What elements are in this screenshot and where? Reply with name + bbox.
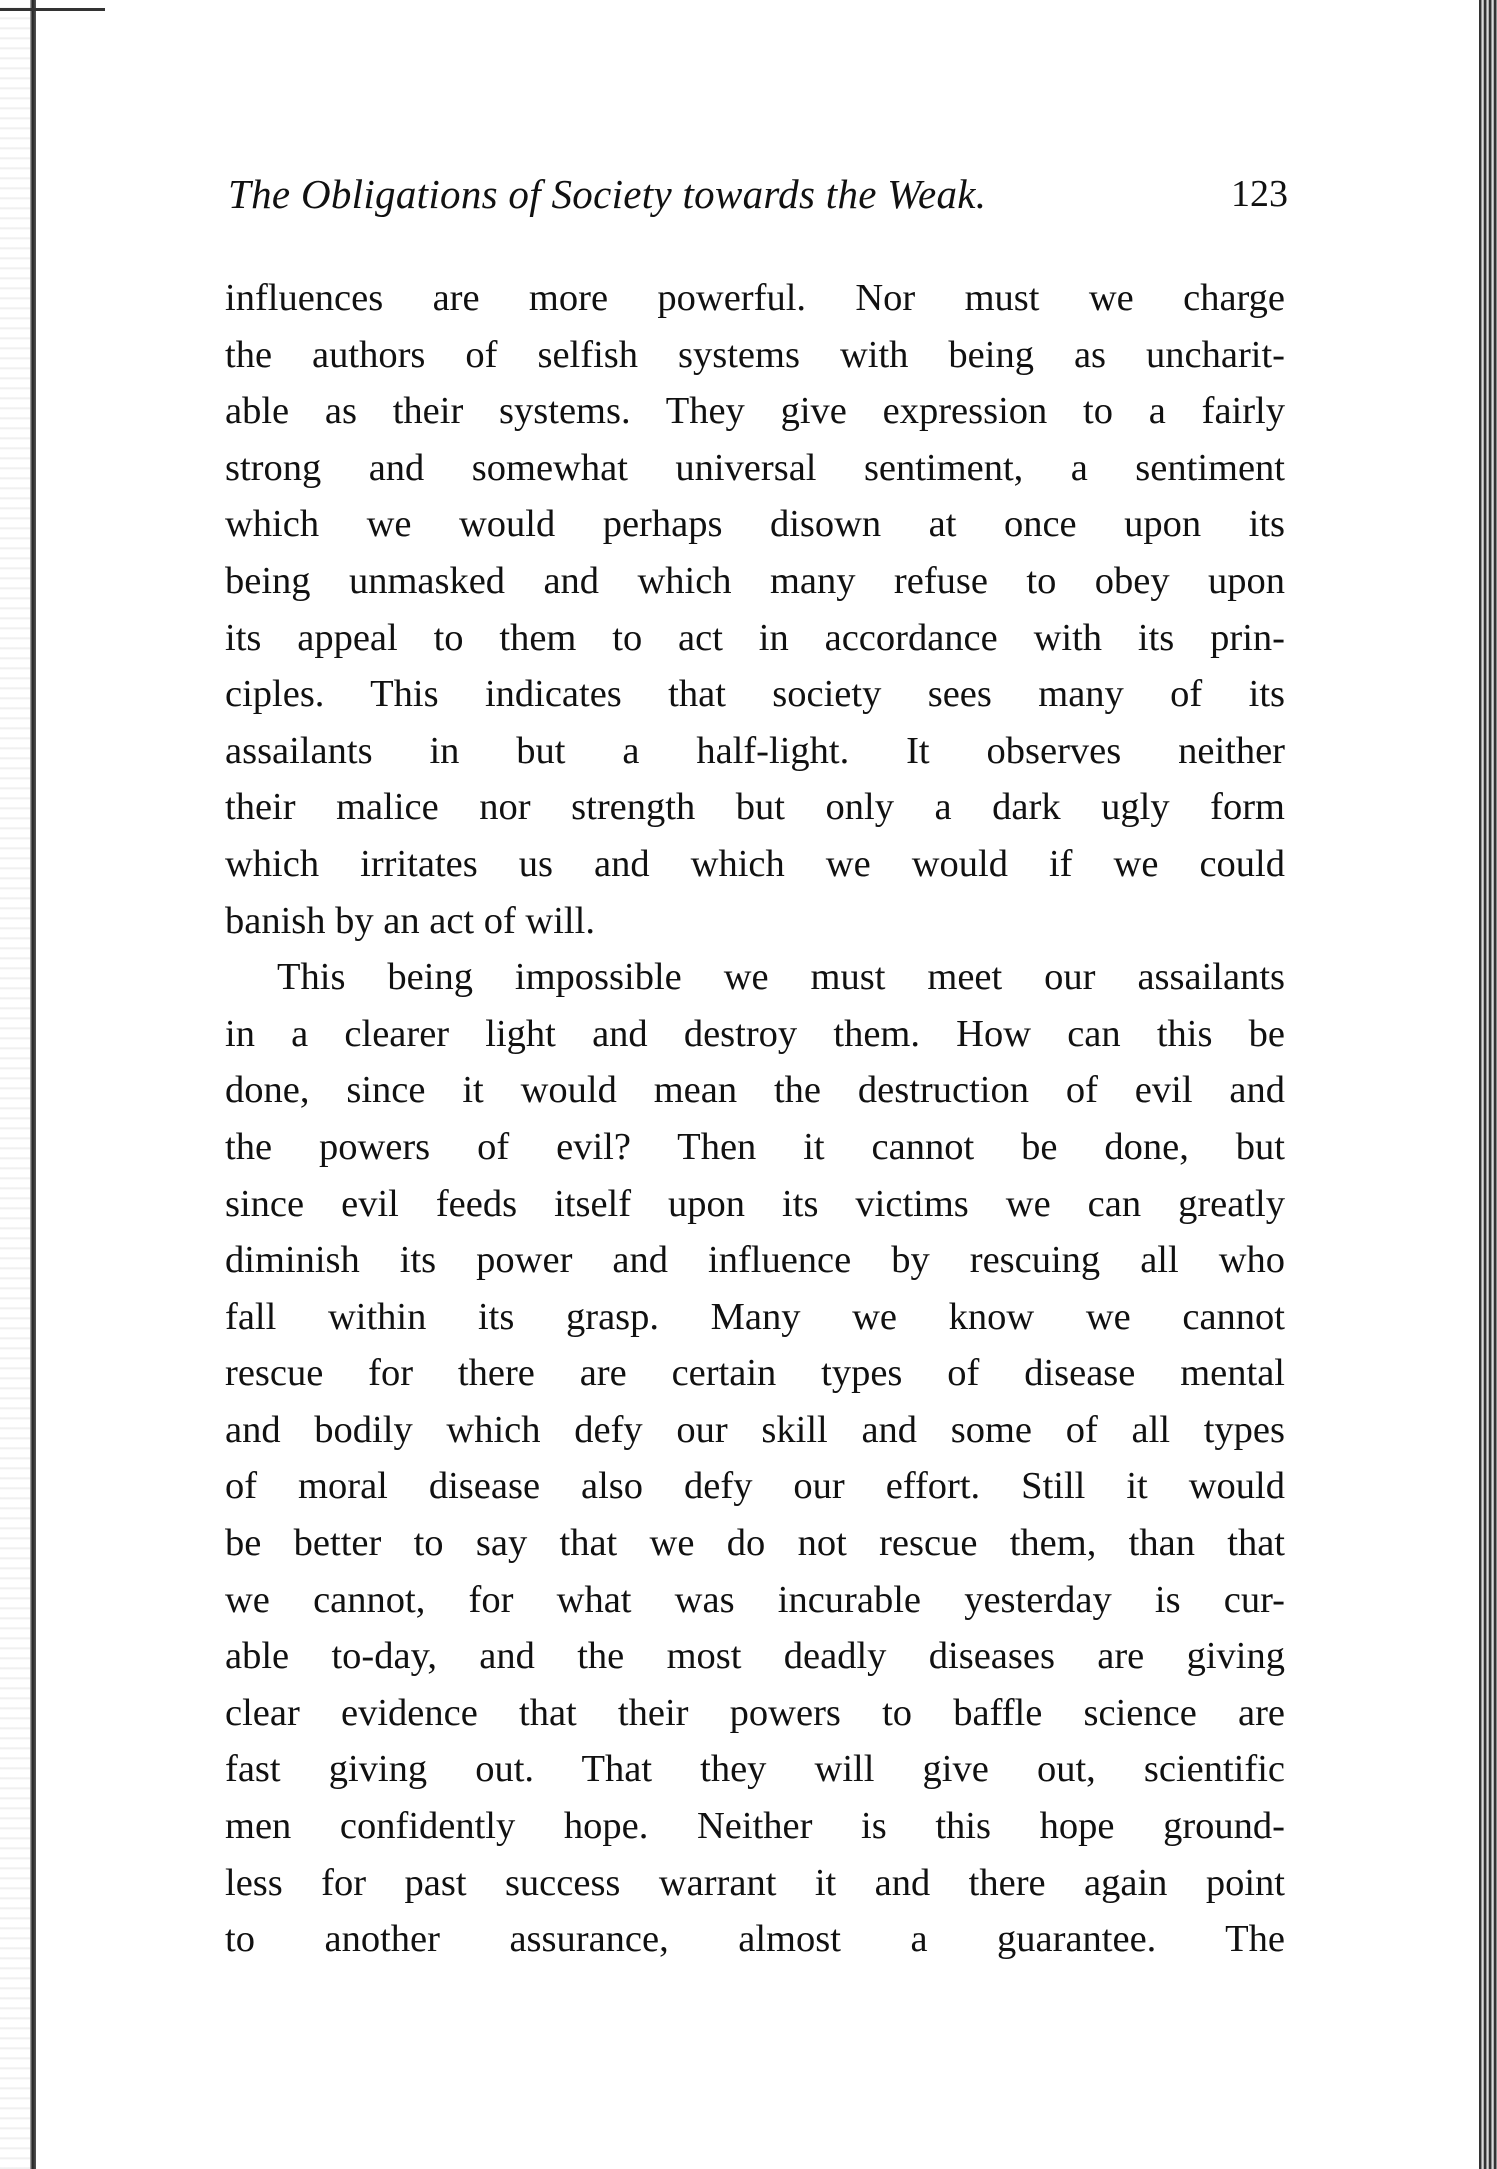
- text-line: diminish its power and influence by rescuing all who: [225, 1239, 1285, 1282]
- text-line: since evil feeds itself upon its victims we can greatly: [225, 1182, 1285, 1225]
- text-line: in a clearer light and destroy them. How can this be: [225, 1012, 1285, 1055]
- running-title: The Obligations of Society towards the Weak.: [228, 171, 987, 217]
- text-line: able as their systems. They give expression to a fairly: [225, 390, 1285, 433]
- text-line: their malice nor strength but only a dark ugly form: [225, 786, 1285, 829]
- text-line: done, since it would mean the destruction of evil and: [225, 1069, 1285, 1112]
- text-line: which we would perhaps disown at once upon its: [225, 503, 1285, 546]
- text-line: assailants in but a half-light. It observes neither: [225, 729, 1285, 772]
- text-line: and bodily which defy our skill and some of all types: [225, 1408, 1285, 1451]
- text-line: rescue for there are certain types of disease mental: [225, 1352, 1285, 1395]
- text-line: strong and somewhat universal sentiment, a sentiment: [225, 446, 1285, 489]
- text-line: the authors of selfish systems with being as uncharit-: [225, 333, 1285, 376]
- text-line: men confidently hope. Neither is this hope ground-: [225, 1805, 1285, 1848]
- text-line: fall within its grasp. Many we know we cannot: [225, 1295, 1285, 1338]
- text-line: clear evidence that their powers to baffle science are: [225, 1691, 1285, 1734]
- text-line: of moral disease also defy our effort. Still it would: [225, 1465, 1285, 1508]
- page-body-text: [225, 270, 1285, 1968]
- text-line: This being impossible we must meet our assailants: [277, 956, 1285, 999]
- page-binding-shadow: [0, 0, 30, 2169]
- running-header: [228, 170, 1288, 230]
- text-line: less for past success warrant it and there again point: [225, 1861, 1285, 1904]
- page-corner-mark: [0, 8, 105, 11]
- page-number: 123: [1231, 173, 1288, 215]
- text-line: the powers of evil? Then it cannot be done, but: [225, 1125, 1285, 1168]
- text-line: fast giving out. That they will give out, scientific: [225, 1748, 1285, 1791]
- text-line: banish by an act of will.: [225, 899, 595, 942]
- text-line: able to-day, and the most deadly diseases are giving: [225, 1635, 1285, 1678]
- text-line: influences are more powerful. Nor must we charge: [225, 277, 1285, 319]
- text-line: its appeal to them to act in accordance with its prin-: [225, 616, 1285, 659]
- text-line: being unmasked and which many refuse to obey upon: [225, 559, 1285, 602]
- text-line: be better to say that we do not rescue them, than that: [225, 1522, 1285, 1565]
- page-right-edge: [1479, 0, 1497, 2169]
- text-line: ciples. This indicates that society sees many of its: [225, 673, 1285, 716]
- text-line: to another assurance, almost a guarantee. The: [225, 1918, 1285, 1961]
- text-line: we cannot, for what was incurable yesterday is cur-: [225, 1578, 1285, 1621]
- page-binding-edge: [30, 0, 36, 2169]
- text-line: which irritates us and which we would if we could: [225, 842, 1285, 885]
